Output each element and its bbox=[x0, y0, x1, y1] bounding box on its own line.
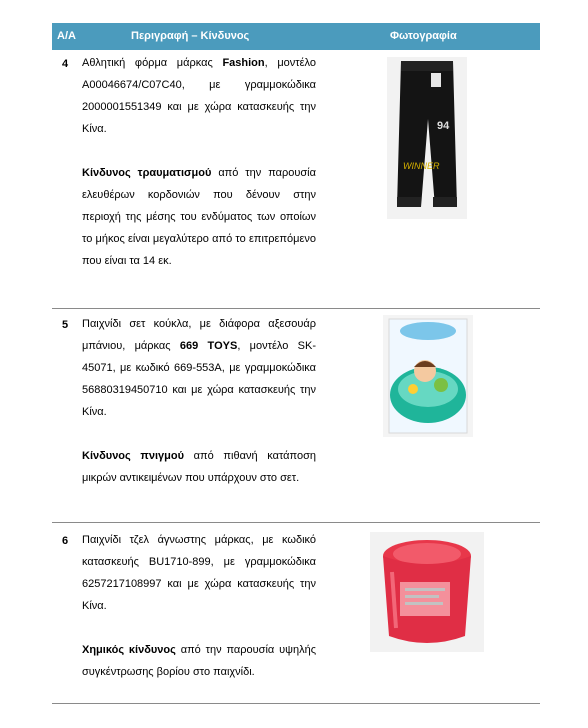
risk-text: από την παρουσία υψηλής συγκέντρωσης βορίου στο παιχνίδι. bbox=[82, 644, 316, 678]
risk-text: από πιθανή κατάποση μικρών αντικειμένων που υπάρχουν στο σετ. bbox=[82, 450, 316, 484]
row-number: 4 bbox=[62, 58, 69, 70]
risk-label: Χημικός κίνδυνος bbox=[82, 644, 176, 656]
description-text: , μοντέλο SK-45071, με κωδικό 669-553A, με γραμμοκώδικα 56880319450710 και με χώρα κατασκευής την Κίνα. bbox=[82, 340, 316, 418]
print-logo: WINNER bbox=[403, 161, 440, 171]
description-text: Παιχνίδι τζελ άγνωστης μάρκας, με κωδικό κατασκευής BU1710-899, με γραμμοκώδικα 6257217108997 και με χώρα κατασκευής την Κίνα. bbox=[82, 534, 316, 612]
row-divider bbox=[52, 308, 540, 309]
risk-text: από την παρουσία ελευθέρων κορδονιών που δένουν στην περιοχή της μέσης του ενδύματος των οποίων το μήκος είναι μεγαλύτερο από το επιτρεπόμενο που είναι τα 14 εκ. bbox=[82, 167, 316, 267]
recall-table bbox=[52, 23, 540, 678]
brand-name: 669 TOYS bbox=[179, 340, 238, 352]
product-photo-doll-bath bbox=[383, 315, 473, 437]
row-number: 5 bbox=[62, 319, 69, 331]
table-header bbox=[52, 23, 540, 50]
risk-label: Κίνδυνος τραυματισμού bbox=[82, 167, 212, 179]
header-number: Α/Α bbox=[57, 30, 76, 42]
risk-label: Κίνδυνος πνιγμού bbox=[82, 450, 184, 462]
header-photo: Φωτογραφία bbox=[390, 30, 457, 42]
row-description bbox=[82, 529, 316, 683]
header-description: Περιγραφή – Κίνδυνος bbox=[131, 30, 250, 42]
description-text: Αθλητική φόρμα μάρκας bbox=[82, 57, 223, 69]
description-text: Παιχνίδι σετ κούκλα, με διάφορα αξεσουάρ μπάνιου, μάρκας bbox=[82, 318, 316, 352]
row-description bbox=[82, 52, 316, 272]
row-divider bbox=[52, 522, 540, 523]
brand-name: Fashion bbox=[222, 57, 265, 69]
table-row bbox=[52, 317, 540, 522]
product-photo-slime-container bbox=[370, 532, 484, 652]
table-row bbox=[52, 533, 540, 708]
table-row bbox=[52, 56, 540, 308]
description-text: , μοντέλο A00046674/C07C40, με γραμμοκώδικα 2000001551349 και με χώρα κατασκευής την Κίνα. bbox=[82, 57, 316, 135]
product-photo-track-pants bbox=[387, 57, 467, 219]
row-divider bbox=[52, 703, 540, 704]
row-description bbox=[82, 313, 316, 489]
print-number: 94 bbox=[437, 120, 450, 132]
row-number: 6 bbox=[62, 535, 69, 547]
